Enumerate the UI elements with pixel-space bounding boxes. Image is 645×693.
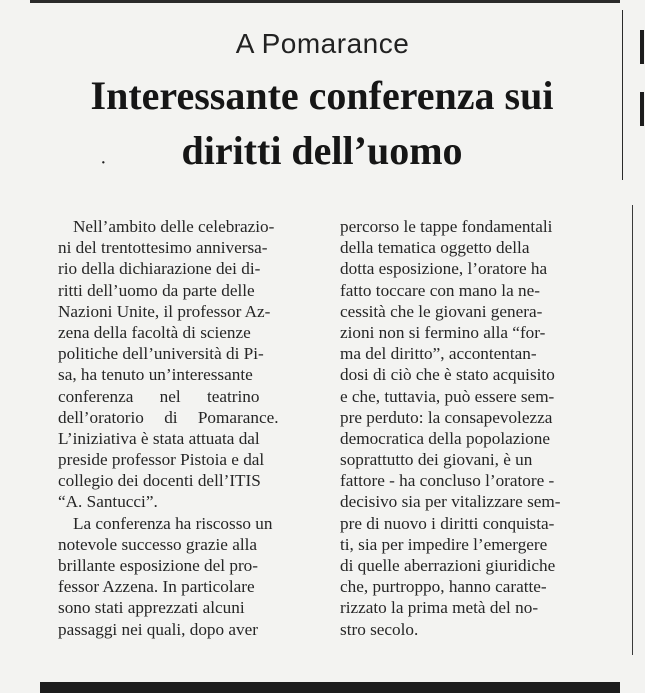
text-line: dell’oratorio di Pomarance. <box>58 407 279 427</box>
text-line: conferenza nel teatrino <box>58 386 260 406</box>
article-column-right <box>340 216 615 640</box>
text-line: percorso le tappe fondamentali <box>340 217 553 236</box>
adjacent-clipping-mark <box>640 92 644 126</box>
article-kicker: A Pomarance <box>235 28 410 59</box>
text-line: zioni non si fermino alla “for- <box>340 322 546 342</box>
column-divider-right <box>632 205 633 655</box>
top-rule <box>30 0 620 3</box>
text-line: cessità che le giovani genera- <box>340 301 543 321</box>
text-line: ti, sia per impedire l’emergere <box>340 534 548 554</box>
text-line: dotta esposizione, l’oratore ha <box>340 259 548 279</box>
text-line: brillante esposizione del pro- <box>58 556 258 575</box>
text-line: ni del trentottesimo anniversa- <box>58 238 268 258</box>
headline-line-2: diritti dell’uomo <box>181 128 463 173</box>
text-line: rio della dichiarazione dei di- <box>58 259 261 279</box>
text-line: fessor Azzena. In particolare <box>58 577 255 597</box>
text-line: passaggi nei quali, dopo aver <box>58 619 258 639</box>
text-line: dosi di ciò che è stato acquisito <box>340 365 555 385</box>
text-line: fatto toccare con mano la ne- <box>340 280 540 300</box>
text-line: decisivo sia per vitalizzare sem- <box>340 492 561 512</box>
text-line: zena della facoltà di scienze <box>58 322 251 342</box>
text-line: preside professor Pistoia e dal <box>58 450 265 470</box>
text-line: L’iniziativa è stata attuata dal <box>58 428 260 448</box>
text-line: democratica della popolazione <box>340 428 550 448</box>
text-line: Nazioni Unite, il professor Az- <box>58 301 271 321</box>
text-line: ritti dell’uomo da parte delle <box>58 280 255 300</box>
text-line: rizzato la prima metà del no- <box>340 598 539 618</box>
article-column-left <box>58 216 320 640</box>
text-line: di quelle aberrazioni giuridiche <box>340 556 556 575</box>
text-line: pre di nuovo i diritti conquista- <box>340 513 555 533</box>
text-line: Nell’ambito delle celebrazio- <box>73 217 275 236</box>
text-line: soprattutto dei giovani, è un <box>340 450 533 470</box>
text-line: della tematica oggetto della <box>340 238 530 258</box>
text-line: pre perduto: la consapevolezza <box>340 407 553 427</box>
text-line: notevole successo grazie alla <box>58 534 257 554</box>
bottom-rule <box>40 682 620 693</box>
text-line: “A. Santucci”. <box>58 492 158 512</box>
text-line: e che, tuttavia, può essere sem- <box>340 386 555 406</box>
text-line: fattore - ha concluso l’oratore - <box>340 471 555 491</box>
bullet-dot: · <box>100 152 107 174</box>
text-line: ma del diritto”, accontentan- <box>340 344 537 364</box>
text-line: collegio dei docenti dell’ITIS <box>58 471 261 491</box>
text-line: sa, ha tenuto un’interessante <box>58 365 253 385</box>
text-line: La conferenza ha riscosso un <box>73 513 273 533</box>
text-line: sono stati apprezzati alcuni <box>58 598 245 618</box>
text-line: che, purtroppo, hanno caratte- <box>340 577 547 597</box>
text-line: stro secolo. <box>340 619 419 639</box>
headline-line-1: Interessante conferenza sui <box>90 73 554 118</box>
article-headline <box>22 68 622 178</box>
text-line: politiche dell’università di Pi- <box>58 344 264 364</box>
